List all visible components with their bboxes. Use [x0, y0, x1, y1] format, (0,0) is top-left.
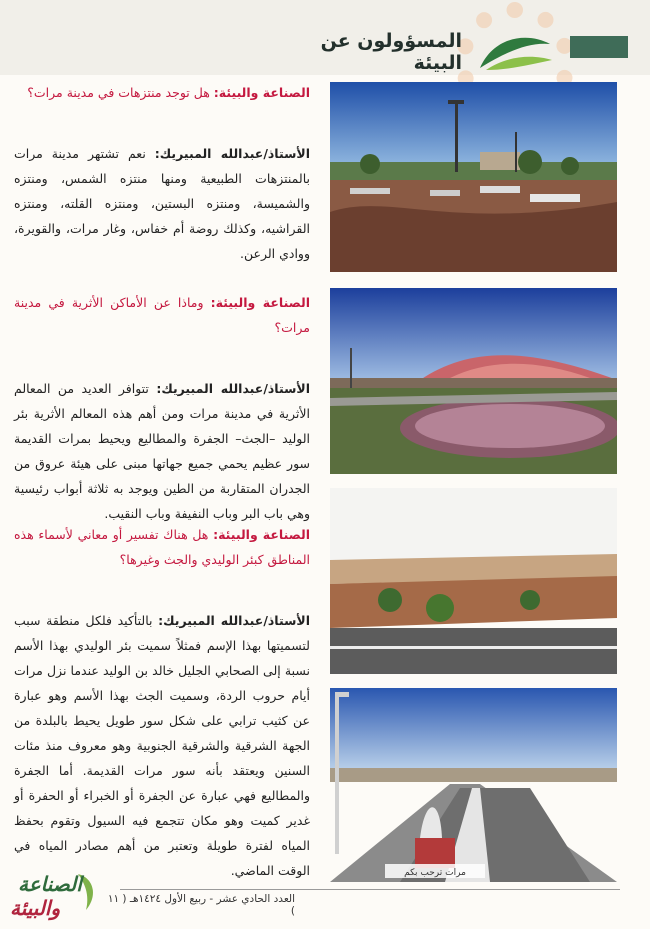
- question-label: الصناعة والبيئة:: [213, 527, 310, 542]
- question-1: [14, 80, 310, 105]
- answer-2: [14, 376, 310, 526]
- qa-block-3: [14, 522, 310, 883]
- footer-divider: [120, 889, 620, 890]
- answer-label: الأستاذ/عبدالله المبيريك:: [154, 146, 310, 161]
- question-text: هل هناك تفسير أو معاني لأسماء هذه المناطق كبئر الوليدي والجث وغيرها؟: [14, 527, 310, 567]
- question-text: هل توجد منتزهات في مدينة مرات؟: [27, 85, 210, 100]
- welcome-sign-text: مرات ترحب بكم: [404, 868, 466, 878]
- question-2: [14, 290, 310, 340]
- answer-label: الأستاذ/عبدالله المبيريك:: [156, 381, 310, 396]
- answer-1: [14, 141, 310, 266]
- question-3: [14, 522, 310, 572]
- qa-block-1: [14, 80, 310, 266]
- roundabout-photo: [330, 688, 617, 882]
- answer-text: بالتأكيد فلكل منطقة سبب لتسميتها بهذا الإسم فمثلاً سميت بئر الوليدي بهذا الأسم نسبة إلى الصحابي الجليل خالد بن الوليد عندما نزل مرات أيام حروب الردة، وسميت الجث بهذا الأسم وهو عبارة عن كثيب ترابي على شكل سور طويل يحيط بالبلدة من الجهة الشرقية والشرقية الجنوبية وهو معروف منذ مئات السنين ويعتقد بأنه سور مرات القديمة. أما الجفرة والمطاليع فهي عبارة عن الجفرة أو الخبراء أو الحفرة أو غدير كميت وهو مكان تتجمع فيه السيول وتقوم بحفظ المياه لفترة طويلة وتعتبر من أهم مصادر المياه في الوقت الماضي.: [14, 613, 310, 878]
- qa-block-2: [14, 290, 310, 526]
- header-accent: [570, 36, 628, 58]
- old-town-photo: [330, 488, 617, 674]
- footer-issue: العدد الحادي عشر - ربيع الأول ١٤٢٤هـ ( ١١ ): [107, 893, 295, 917]
- answer-3: [14, 608, 310, 883]
- page-title: المسؤولون عن البيئة: [320, 30, 462, 74]
- answer-text: تتوافر العديد من المعالم الأثرية في مدينة مرات ومن أهم هذه المعالم الأثرية بئر الوليد –الجث– الجفرة والمطاليع ويحيط بمرات القديمة سور عظيم يحمي جميع جهاتها مبنى على هيئة عروق من الجدران المتقاربة من الطين ويوجد به ثلاثة أبواب رئيسية وهي باب البر وباب النفيفة وباب النقيب.: [14, 381, 310, 521]
- red-hill-photo: [330, 288, 617, 474]
- question-text: وماذا عن الأماكن الأثرية في مدينة مرات؟: [14, 295, 310, 335]
- answer-label: الأستاذ/عبدالله المبيريك:: [158, 613, 310, 628]
- park-photo: [330, 82, 617, 272]
- leaf-logo-icon: [476, 30, 554, 74]
- logo-line-2: والبيئة: [10, 896, 61, 920]
- answer-text: نعم تشتهر مدينة مرات بالمنتزهات الطبيعية ومنها منتزه الشمس، ومنتزه والشميسة، ومنتزه البستين، ومنتزه القلته، ومنتزه القراشيه، وكذلك روضة أم خفاس، وغار مرات، والقويرة، ووادي الرعن.: [14, 146, 310, 261]
- logo-line-1: الصناعة: [18, 872, 82, 896]
- question-label: الصناعة والبيئة:: [210, 295, 310, 310]
- question-label: الصناعة والبيئة:: [213, 85, 310, 100]
